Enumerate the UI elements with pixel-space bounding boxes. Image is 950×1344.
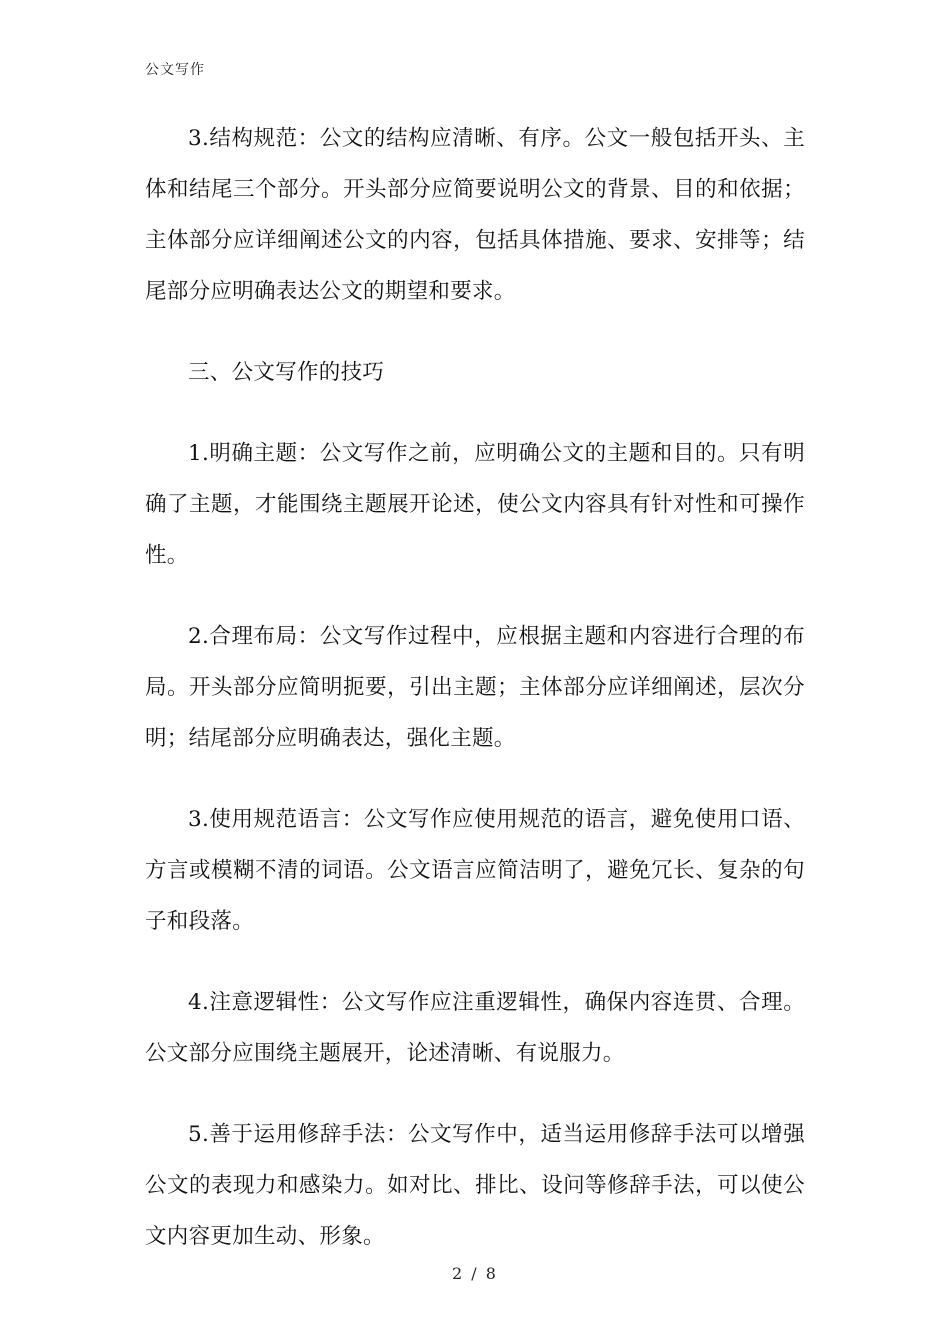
page-number: 2 / 8 (452, 1264, 498, 1283)
paragraph-rhetoric: 5.善于运用修辞手法：公文写作中，适当运用修辞手法可以增强公文的表现力和感染力。如对比、排比、设问等修辞手法，可以使公文内容更加生动、形象。 (145, 1122, 805, 1249)
paragraph-logic: 4.注意逻辑性：公文写作应注重逻辑性，确保内容连贯、合理。公文部分应围绕主题展开，论述清晰、有说服力。 (145, 990, 805, 1066)
paragraph-layout: 2.合理布局：公文写作过程中，应根据主题和内容进行合理的布局。开头部分应简明扼要，引出主题；主体部分应详细阐述，层次分明；结尾部分应明确表达，强化主题。 (145, 624, 805, 751)
document-body (145, 113, 805, 1292)
paragraph-clear-theme: 1.明确主题：公文写作之前，应明确公文的主题和目的。只有明确了主题，才能围绕主题展开论述，使公文内容具有针对性和可操作性。 (145, 441, 805, 568)
paragraph-structure-norms: 3.结构规范：公文的结构应清晰、有序。公文一般包括开头、主体和结尾三个部分。开头部分应简要说明公文的背景、目的和依据；主体部分应详细阐述公文的内容，包括具体措施、要求、安排等；结尾部分应明确表达公文的期望和要求。 (145, 126, 805, 304)
paragraph-language: 3.使用规范语言：公文写作应使用规范的语言，避免使用口语、方言或模糊不清的词语。公文语言应简洁明了，避免冗长、复杂的句子和段落。 (145, 807, 805, 934)
running-header: 公文写作 (145, 62, 205, 78)
section-heading-techniques: 三、公文写作的技巧 (188, 360, 385, 385)
